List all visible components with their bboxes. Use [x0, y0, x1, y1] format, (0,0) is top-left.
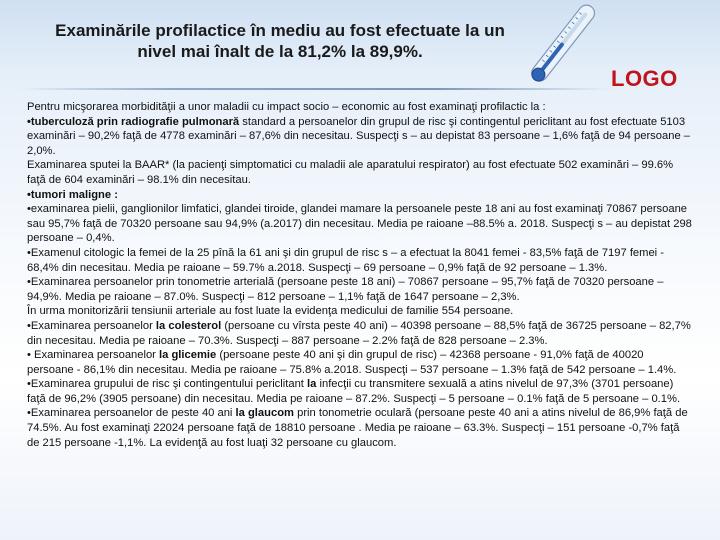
body-text [27, 100, 693, 450]
title-line-2: nivel mai înalt de la 81,2% la 89,9%. [137, 42, 423, 61]
paragraph-tumors-heading [27, 188, 693, 203]
paragraph-glaucoma [27, 406, 693, 450]
cholesterol-pre: •Examinarea persoanelor [27, 319, 156, 332]
tuberculosis-text: standard a persoanelor din grupul de risc şi contingentul periclitant au fost efectuate 5103 examinări – 90,2% faţă de 4778 examinări – 87,6% din necesitau. Suspecţi s – au depistat 83 persoane – 1,6% faţă de 94 persoane – 2,0%. [27, 115, 690, 157]
paragraph-cytology: •Examenul citologic la femei de la 25 pînă la 61 ani şi din grupul de risc s – a efectuat la 8041 femei - 83,5% faţă de 7197 femei - 68,4% din necesitau. Media pe raioane – 59.7% a.2018. Suspecţi – 69 persoane – 0,9% faţă de 92 persoane – 1.3%. [27, 246, 665, 274]
tumors-heading: •tumori maligne : [27, 188, 118, 201]
tuberculosis-heading: •tuberculoză prin radiografie pulmonară [27, 115, 240, 128]
paragraph-intro: Pentru micşorarea morbidităţii a unor maladii cu impact socio – economic au fost examinaţi profilactic la : [27, 101, 546, 113]
paragraph-sputum: Examinarea sputei la BAAR* (la pacienţi simptomatici cu maladii ale aparatului respirator) au fost efectuate 502 examinări – 99.6% faţă de 604 examinări – 98.1% din necesitau. [27, 159, 674, 186]
title-line-1: Examinările profilactice în mediu au fost efectuate la un [55, 21, 505, 40]
title-divider [20, 88, 610, 90]
glycemia-text: (persoane peste 40 ani şi din grupul de risc) – 42368 persoane - 91,0% faţă de 40020 persoane - 86,1% din necesitau. Media pe raioane – 75.8% a.2018. Suspecţi – 537 persoane – 1.3% faţă de 542 persoane – 1.4%. [27, 349, 677, 376]
slide-title [30, 20, 530, 62]
paragraph-sti [27, 377, 693, 406]
paragraph-tuberculosis [27, 115, 693, 159]
glaucoma-heading: la glaucom [235, 407, 294, 420]
paragraph-glycemia [27, 348, 693, 377]
glaucoma-text: prin tonometrie oculară (persoane peste 40 ani a atins nivelul de 86,9% faţă de 74.5%. Au fost examinaţi 22024 persoane faţă de 18810 persoane . Media pe raioane – 63.3%. Suspecţi – 151 persoane -0,7% faţă de 215 persoane -1,1%. La evidenţă au fost luaţi 32 persoane cu glaucom. [27, 407, 688, 449]
cholesterol-text: (persoane cu vîrsta peste 40 ani) – 40398 persoane – 88,5% faţă de 36725 persoane – 82,7% din necesitau. Media pe raioane – 70.3%. Suspecţi – 887 persoane – 2.2% faţă de 828 persoane – 2.3%. [27, 319, 691, 347]
glaucoma-pre: •Examinarea persoanelor de peste 40 ani [27, 407, 236, 420]
sti-heading: la [307, 378, 317, 391]
paragraph-monitoring: În urma monitorizării tensiunii arteriale au fost luate la evidenţa medicului de familie 554 persoane. [27, 305, 514, 318]
cholesterol-heading: la colesterol [155, 319, 222, 332]
sti-pre: •Examinarea grupului de risc şi contingentului periclitant [27, 378, 308, 391]
paragraph-skin-exam: •examinarea pielii, ganglionilor limfatici, glandei tiroide, glandei mamare la persoanele peste 18 ani au fost examinaţi 70867 persoane sau 95,7% faţă de 70320 persoane sau 94,9% (a.2017) din necesitau. Media pe raioane –88.5% a. 2018. Suspecţi s – au depistat 298 persoane – 0,4%. [27, 203, 692, 245]
logo: LOGO [611, 66, 678, 91]
glycemia-heading: la glicemie [159, 349, 217, 362]
sti-text: infecţii cu transmitere sexuală a atins nivelul de 97,3% (3701 persoane) faţă de 96,2% (3905 persoane) din necesitau. Media pe raioane – 87.2%. Suspecţi – 5 persoane – 0.1% faţă de 5 persoane – 0.1%. [27, 378, 681, 405]
glycemia-pre: • Examinarea persoanelor [27, 349, 160, 362]
paragraph-tonometry: •Examinarea persoanelor prin tonometrie arterială (persoane peste 18 ani) – 70867 persoane – 95,7% faţă de 70320 persoane – 94,9%. Media pe raioane – 87.0%. Suspecţi – 812 persoane – 1,1% faţă de 1647 persoane – 2,3%. [27, 276, 664, 303]
thermometer-icon [505, 2, 615, 92]
paragraph-cholesterol [27, 319, 693, 348]
